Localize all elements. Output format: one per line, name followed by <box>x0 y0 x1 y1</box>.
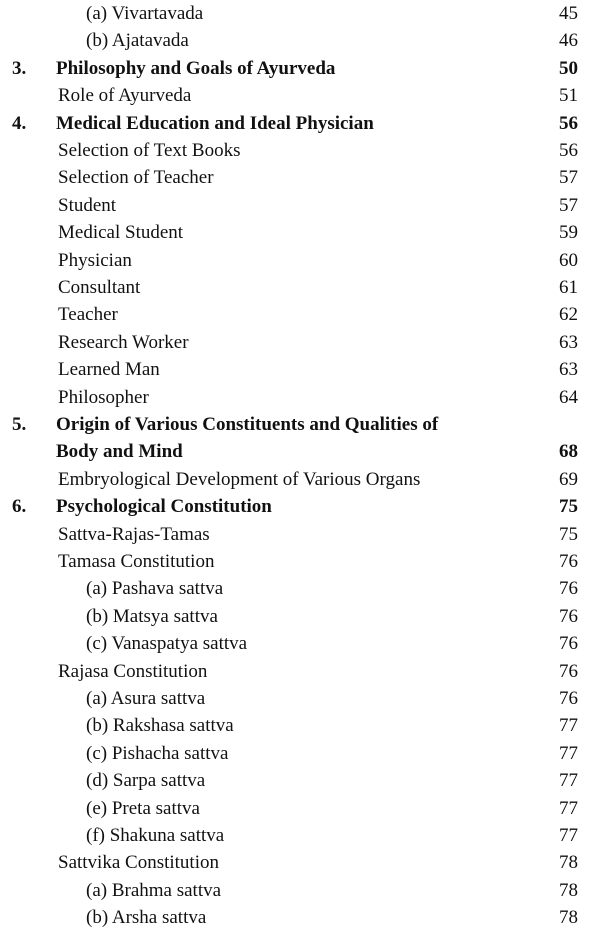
toc-entry-title: (b) Arsha sattva <box>86 907 207 929</box>
toc-page-number: 50 <box>559 57 578 79</box>
toc-page-number: 57 <box>559 167 578 189</box>
toc-entry-title: Physician <box>58 249 132 271</box>
toc-page-number: 63 <box>559 331 578 353</box>
toc-page-number: 56 <box>559 140 578 161</box>
toc-entry-row <box>0 27 600 55</box>
toc-page-number: 78 <box>559 879 578 901</box>
toc-chapter-row <box>0 55 600 83</box>
toc-entry-title: Rajasa Constitution <box>58 660 208 682</box>
toc-entry-title: Tamasa Constitution <box>58 551 215 572</box>
toc-page-number: 76 <box>559 578 578 600</box>
chapter-number: 5. <box>12 414 27 435</box>
toc-entry-row <box>0 521 600 549</box>
chapter-number: 3. <box>12 57 27 79</box>
toc-entry-row <box>0 192 600 220</box>
toc-page-number: 75 <box>559 496 578 518</box>
toc-entry-title: Philosophy and Goals of Ayurveda <box>56 57 336 79</box>
toc-chapter-row <box>0 493 600 521</box>
toc-page-number: 62 <box>559 304 578 326</box>
toc-entry-row <box>0 904 600 932</box>
toc-page-number: 77 <box>559 825 578 846</box>
toc-entry-row <box>0 219 600 247</box>
toc-entry-title: Embryological Development of Various Organs <box>58 468 421 490</box>
toc-page-number: 56 <box>559 112 578 134</box>
toc-page-number: 77 <box>559 770 578 792</box>
toc-entry-title: Research Worker <box>58 331 189 353</box>
toc-page-number: 78 <box>559 852 578 874</box>
toc-entry-row <box>0 466 600 494</box>
toc-page-number: 75 <box>559 523 578 545</box>
toc-entry-title: Student <box>58 194 117 216</box>
toc-page-number: 51 <box>559 85 578 107</box>
toc-entry-row <box>0 822 600 850</box>
toc-entry-row <box>0 740 600 768</box>
toc-entry-title: Selection of Text Books <box>58 140 241 161</box>
toc-page-number: 64 <box>559 386 578 408</box>
toc-entry-row <box>0 658 600 686</box>
toc-page-number: 61 <box>559 277 578 298</box>
toc-entry-title: Selection of Teacher <box>58 167 214 189</box>
toc-entry-title: Philosopher <box>58 386 149 408</box>
toc-entry-title: Psychological Constitution <box>56 496 272 518</box>
toc-page-number: 63 <box>559 359 578 381</box>
toc-entry-row <box>0 137 600 165</box>
toc-page-number: 77 <box>559 742 578 764</box>
toc-entry-title: Learned Man <box>58 359 160 381</box>
toc-entry-title: (e) Preta sattva <box>86 797 200 819</box>
toc-entry-title: Role of Ayurveda <box>58 85 192 107</box>
toc-page-number: 76 <box>559 633 578 655</box>
toc-entry-row <box>0 630 600 658</box>
toc-chapter-row <box>0 411 600 439</box>
toc-entry-row <box>0 548 600 576</box>
toc-entry-title: Sattvika Constitution <box>58 852 219 874</box>
toc-page-number: 76 <box>559 688 578 709</box>
toc-entry-title: (a) Brahma sattva <box>86 879 222 901</box>
toc-entry-title: (d) Sarpa sattva <box>86 770 206 792</box>
toc-entry-title: Body and Mind <box>56 441 183 463</box>
toc-page-number: 76 <box>559 660 578 682</box>
toc-entry-row <box>0 849 600 877</box>
toc-entry-title: Teacher <box>58 304 118 326</box>
toc-page-number: 69 <box>559 468 578 490</box>
toc-entry-title: Sattva-Rajas-Tamas <box>58 523 210 545</box>
toc-entry-row <box>0 877 600 905</box>
toc-entry-row <box>0 795 600 823</box>
toc-entry-title: Medical Education and Ideal Physician <box>56 112 374 134</box>
toc-entry-row <box>0 164 600 192</box>
toc-entry-title: (f) Shakuna sattva <box>86 825 225 846</box>
toc-page-number: 68 <box>559 441 578 463</box>
toc-entry-title: (c) Pishacha sattva <box>86 742 229 764</box>
toc-entry-row <box>0 329 600 357</box>
toc-page-number: 77 <box>559 715 578 737</box>
toc-page-number: 60 <box>559 249 578 271</box>
toc-page-number: 45 <box>559 3 578 24</box>
chapter-number: 4. <box>12 112 27 134</box>
toc-entry-title: Consultant <box>58 277 141 298</box>
toc-chapter-row <box>0 110 600 138</box>
toc-entry-row <box>0 274 600 302</box>
toc-entry-row <box>0 82 600 110</box>
toc-entry-row <box>0 767 600 795</box>
toc-page-number: 78 <box>559 907 578 929</box>
toc-entry-row <box>0 685 600 713</box>
toc-entry-title: (b) Rakshasa sattva <box>86 715 234 737</box>
toc-entry-row <box>0 356 600 384</box>
toc-entry-row <box>0 712 600 740</box>
toc-entry-row <box>0 0 600 28</box>
toc-entry-row <box>0 575 600 603</box>
toc-entry-title: (b) Matsya sattva <box>86 605 218 627</box>
toc-entry-title: (a) Pashava sattva <box>86 578 224 600</box>
toc-entry-title: Origin of Various Constituents and Qualities of <box>56 414 439 435</box>
toc-entry-title: Medical Student <box>58 222 184 244</box>
toc-entry-row <box>0 603 600 631</box>
toc-entry-title: (a) Asura sattva <box>86 688 206 709</box>
toc-entry-title: (a) Vivartavada <box>86 3 204 24</box>
toc-entry-title: (b) Ajatavada <box>86 30 189 52</box>
toc-page-number: 59 <box>559 222 578 244</box>
toc-entry-row <box>0 247 600 275</box>
toc-entry-row <box>0 384 600 412</box>
toc-page-number: 77 <box>559 797 578 819</box>
toc-page-number: 46 <box>559 30 578 52</box>
toc-page-number: 76 <box>559 551 578 572</box>
toc-page-number: 57 <box>559 194 578 216</box>
toc-entry-title: (c) Vanaspatya sattva <box>86 633 248 655</box>
toc-chapter-row <box>0 438 600 466</box>
chapter-number: 6. <box>12 496 27 518</box>
toc-entry-row <box>0 301 600 329</box>
toc-page-number: 76 <box>559 605 578 627</box>
